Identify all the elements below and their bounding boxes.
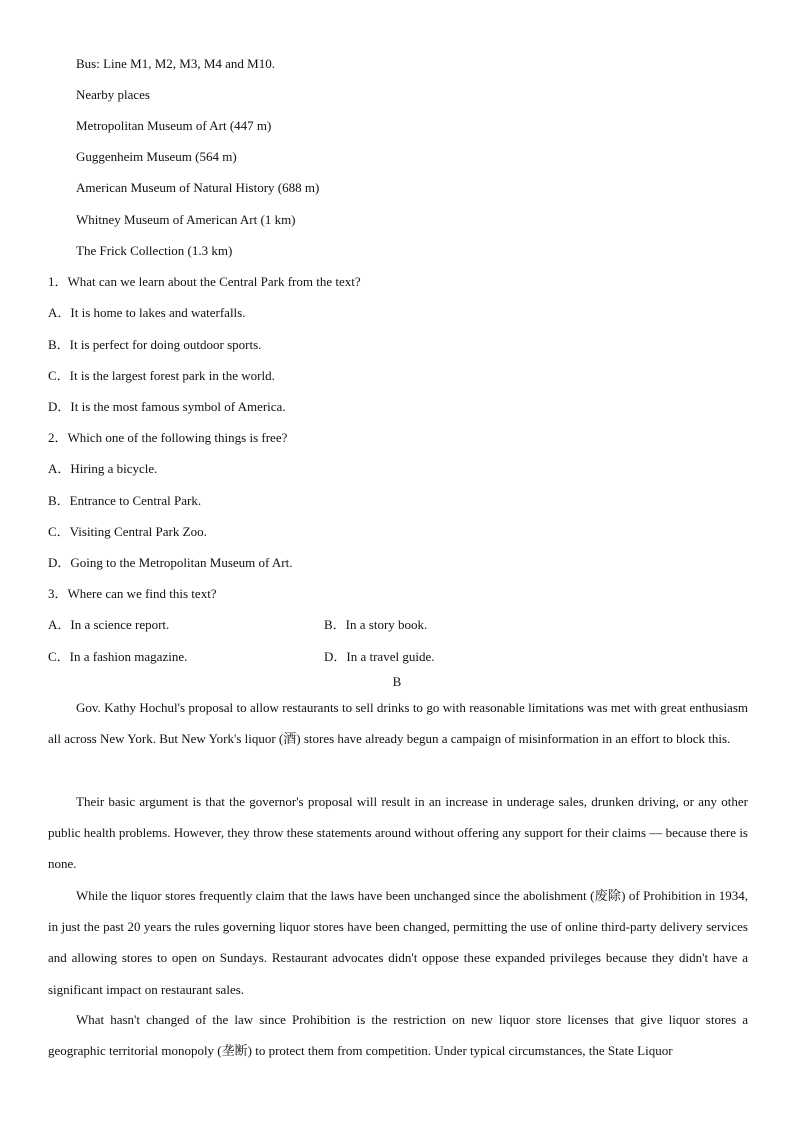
nearby-place-item: Guggenheim Museum (564 m) <box>76 149 237 164</box>
question-1-option-c: C．It is the largest forest park in the world. <box>48 368 275 383</box>
question-1-stem: 1．What can we learn about the Central Park from the text? <box>48 274 361 289</box>
question-3-option-a: A．In a science report. <box>48 617 170 632</box>
passage-paragraph-text: Gov. Kathy Hochul's proposal to allow restaurants to sell drinks to go with reasonable limitations was met with great enthusiasm all across New York. But New York's liquor (酒) stores have already begun a campaign of misinformation in an effort to block this. <box>48 700 748 747</box>
passage-paragraph <box>48 786 748 880</box>
section-b-heading: B <box>392 674 402 689</box>
nearby-place-item: American Museum of Natural History (688 m) <box>76 180 320 195</box>
question-2-option-b: B．Entrance to Central Park. <box>48 493 202 508</box>
question-3-option-d: D．In a travel guide. <box>324 649 435 664</box>
bus-line-text: Bus: Line M1, M2, M3, M4 and M10. <box>76 56 275 71</box>
question-2-option-d: D．Going to the Metropolitan Museum of Art. <box>48 555 293 570</box>
passage-paragraph-text: Their basic argument is that the governor's proposal will result in an increase in underage sales, drunken driving, or any other public health problems. However, they throw these statements around without offering any support for their claims — because there is none. <box>48 794 748 872</box>
question-3-stem: 3．Where can we find this text? <box>48 586 217 601</box>
question-2-option-a: A．Hiring a bicycle. <box>48 461 158 476</box>
question-2-option-c: C．Visiting Central Park Zoo. <box>48 524 207 539</box>
passage-paragraph <box>48 692 748 754</box>
nearby-place-item: The Frick Collection (1.3 km) <box>76 243 233 258</box>
question-1-option-a: A．It is home to lakes and waterfalls. <box>48 305 246 320</box>
question-3-option-c: C．In a fashion magazine. <box>48 649 188 664</box>
nearby-places-heading: Nearby places <box>76 87 150 102</box>
passage-paragraph-text: While the liquor stores frequently claim that the laws have been unchanged since the abolishment (废除) of Prohibition in 1934, in just the past 20 years the rules governing liquor stores have been changed, permitting the use of online third-party delivery services and allowing stores to open on Sundays. Restaurant advocates didn't oppose these expanded privileges because they didn't have a significant impact on restaurant sales. <box>48 888 748 997</box>
question-3-option-b: B．In a story book. <box>324 617 428 632</box>
question-1-option-d: D．It is the most famous symbol of America. <box>48 399 286 414</box>
nearby-place-item: Metropolitan Museum of Art (447 m) <box>76 118 272 133</box>
passage-paragraph <box>48 880 748 1005</box>
passage-paragraph-text: What hasn't changed of the law since Prohibition is the restriction on new liquor store licenses that give liquor stores a geographic territorial monopoly (垄断) to protect them from competition. Under typical circumstances, the State Liquor <box>48 1012 748 1059</box>
passage-paragraph <box>48 1004 748 1066</box>
nearby-place-item: Whitney Museum of American Art (1 km) <box>76 212 296 227</box>
question-1-option-b: B．It is perfect for doing outdoor sports. <box>48 337 262 352</box>
question-2-stem: 2．Which one of the following things is free? <box>48 430 288 445</box>
